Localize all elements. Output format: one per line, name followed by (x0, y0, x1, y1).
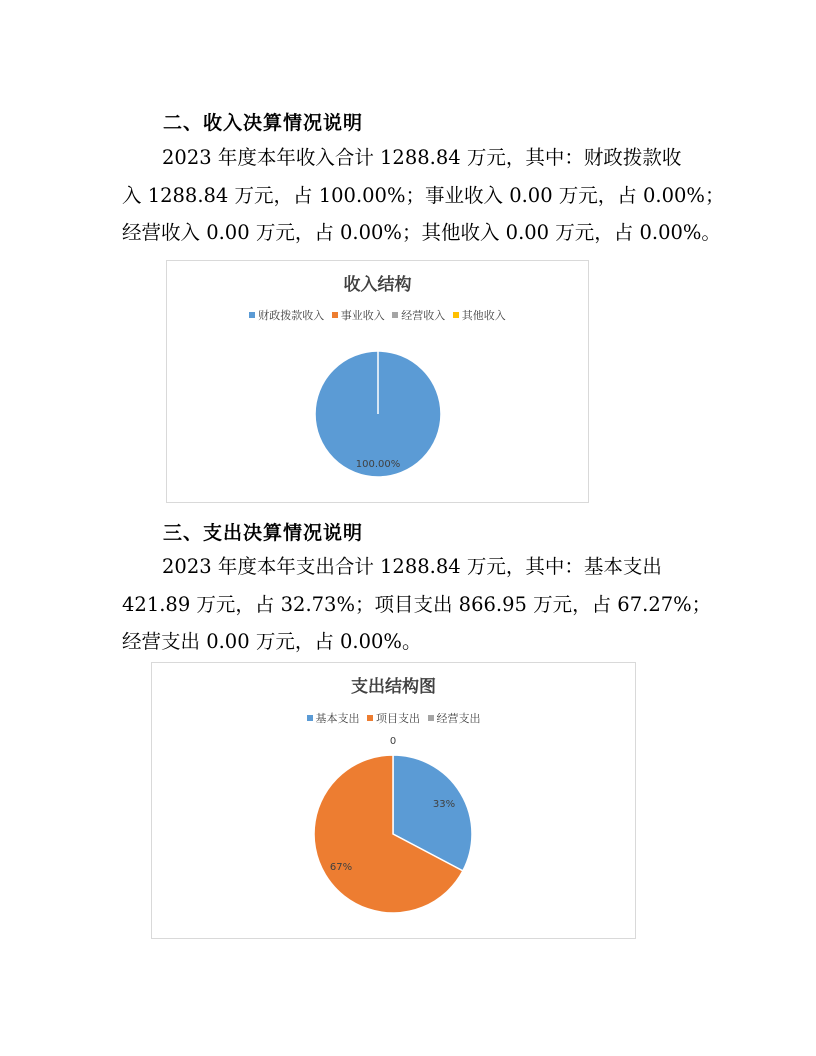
expense-pie (152, 663, 635, 938)
expense-paragraph (122, 548, 712, 661)
pie-data-label: 33% (432, 799, 456, 810)
income-pie (167, 261, 588, 502)
income-chart-title: 收入结构 (343, 275, 412, 295)
legend-label-jbzc: 基本支出 (315, 712, 360, 725)
income-line-2: 入 1288.84 万元，占 100.00%；事业收入 0.00 万元，占 0.00%； (122, 183, 725, 207)
expense-chart (151, 662, 636, 939)
legend-label-jyzc: 经营支出 (436, 712, 481, 725)
legend-label-czbk: 财政拨款收入 (258, 309, 325, 322)
pie-data-label: 67% (329, 862, 353, 873)
legend-label-jy: 经营收入 (401, 309, 446, 322)
income-chart (166, 260, 589, 503)
legend-label-xmzc: 项目支出 (376, 712, 420, 725)
legend-label-sy: 事业收入 (340, 309, 385, 322)
expense-chart-title: 支出结构图 (351, 677, 436, 697)
expense-line-1: 2023 年度本年支出合计 1288.84 万元，其中：基本支出 (162, 555, 662, 578)
income-line-3: 经营收入 0.00 万元，占 0.00%；其他收入 0.00 万元，占 0.00%。 (122, 221, 721, 244)
expense-line-3: 经营支出 0.00 万元，占 0.00%。 (122, 630, 422, 653)
expense-section-heading: 三、支出决算情况说明 (163, 522, 364, 544)
pie-data-label: 0 (389, 736, 397, 747)
income-paragraph (122, 139, 725, 252)
expense-line-2: 421.89 万元，占 32.73%；项目支出 866.95 万元，占 67.27%； (122, 592, 712, 616)
income-line-1: 2023 年度本年收入合计 1288.84 万元，其中：财政拨款收 (162, 146, 682, 169)
pie-data-label: 100.00% (355, 459, 401, 470)
legend-label-qt: 其他收入 (461, 309, 506, 322)
income-section-heading: 二、收入决算情况说明 (163, 112, 364, 134)
